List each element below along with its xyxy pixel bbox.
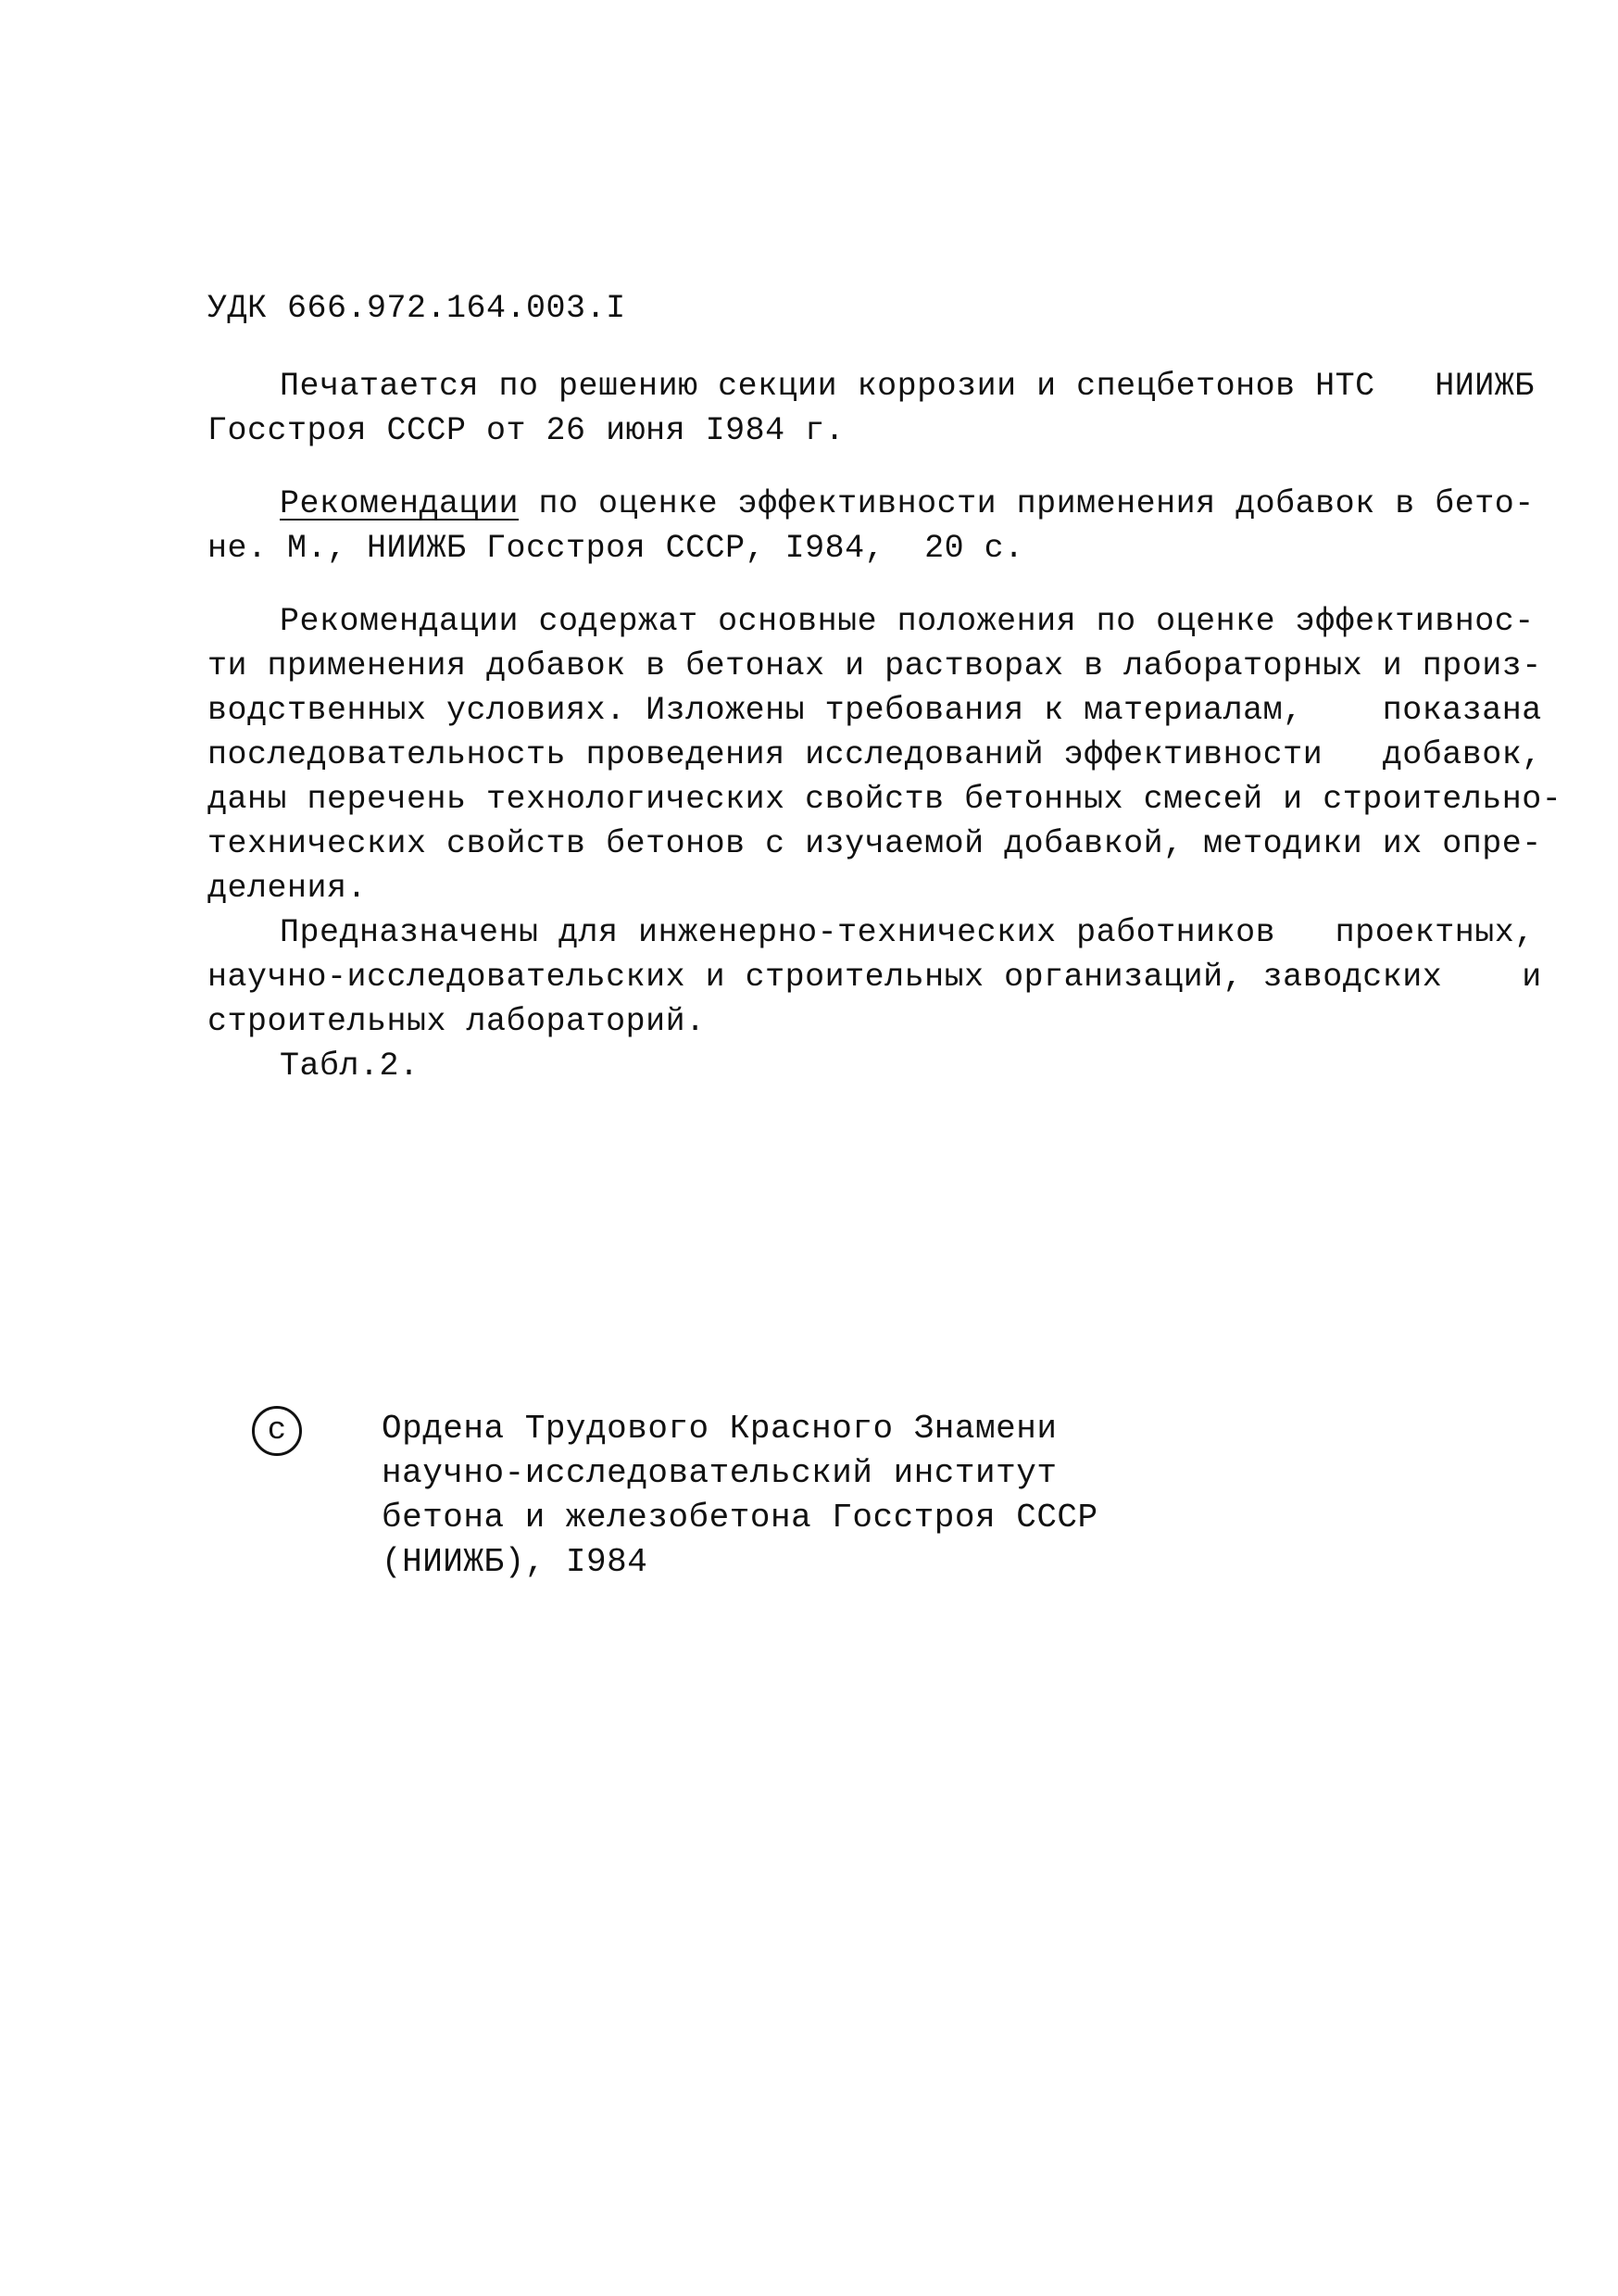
udk-code: УДК 666.972.164.003.I	[207, 290, 626, 327]
abstract-line: Рекомендации содержат основные положения по оценке эффективнос-	[280, 603, 1535, 640]
publisher-line: (НИИЖБ), I984	[382, 1543, 648, 1581]
publisher-line: научно-исследовательский институт	[382, 1454, 1058, 1492]
abstract-line: водственных условиях. Изложены требования к материалам, показана	[207, 692, 1542, 729]
abstract-line: деления.	[207, 870, 368, 907]
publisher-line: бетона и железобетона Госстроя СССР	[382, 1499, 1098, 1537]
publisher-line: Ордена Трудового Красного Знамени	[382, 1410, 1058, 1448]
approval-line-1: Печатается по решению секции коррозии и спецбетонов НТС НИИЖБ	[280, 368, 1535, 405]
audience-line: строительных лабораторий.	[207, 1003, 706, 1040]
tables-note: Табл.2.	[280, 1048, 420, 1085]
abstract-line: последовательность проведения исследований эффективности добавок,	[207, 736, 1542, 773]
citation-line-1	[280, 483, 1535, 525]
abstract-line: технических свойств бетонов с изучаемой добавкой, методики их опре-	[207, 825, 1542, 862]
audience-line: Предназначены для инженерно-технических работников проектных,	[280, 914, 1535, 951]
abstract-line: ти применения добавок в бетонах и растворах в лабораторных и произ-	[207, 647, 1542, 684]
citation-title-word: Рекомендации	[280, 485, 520, 522]
citation-line-2: не. М., НИИЖБ Госстроя СССР, I984, 20 с.	[207, 530, 1024, 567]
copyright-symbol: c	[252, 1406, 302, 1456]
audience-line: научно-исследовательских и строительных организаций, заводских и	[207, 959, 1542, 996]
citation-line-1-rest: по оценке эффективности применения добавок в бето-	[519, 485, 1535, 522]
abstract-line: даны перечень технологических свойств бетонных смесей и строительно-	[207, 781, 1562, 818]
approval-line-2: Госстроя СССР от 26 июня I984 г.	[207, 412, 846, 449]
